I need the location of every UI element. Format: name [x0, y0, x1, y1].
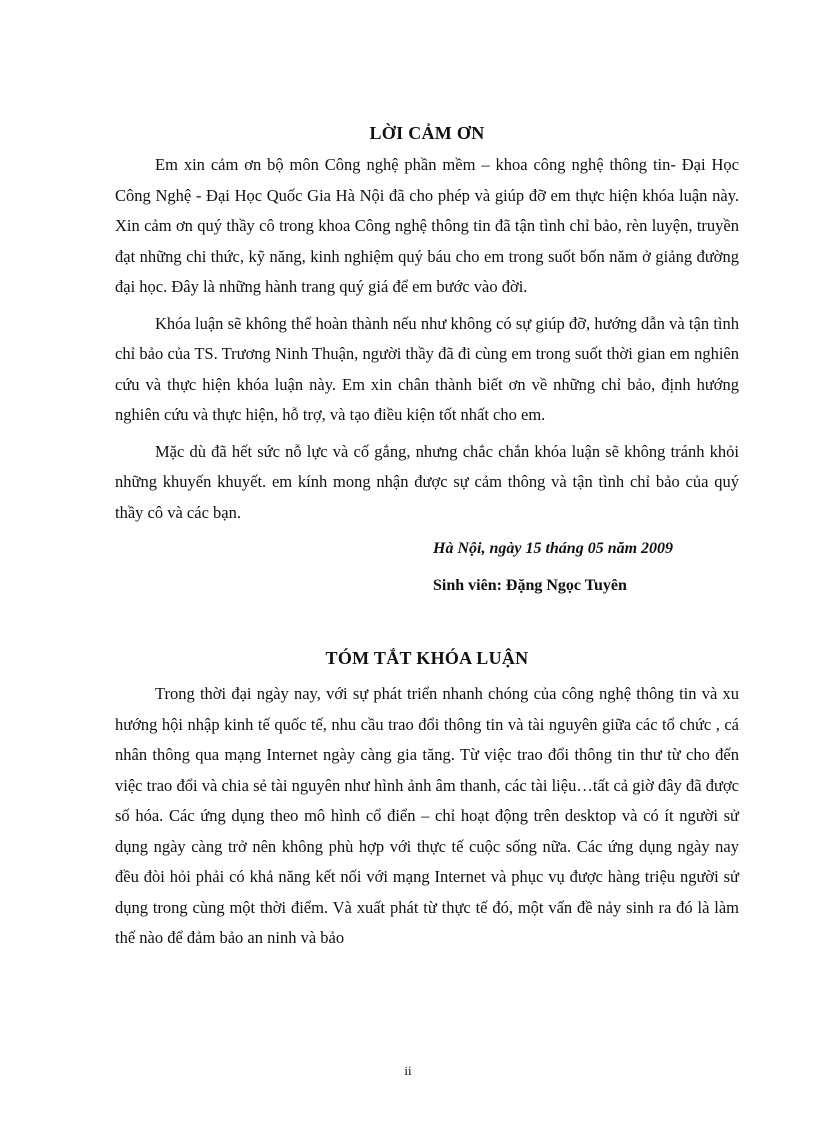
summary-section [115, 641, 739, 954]
acknowledgement-paragraph: Em xin cảm ơn bộ môn Công nghệ phần mềm – khoa công nghệ thông tin- Đại Học Công Nghệ - Đại Học Quốc Gia Hà Nội đã cho phép và giúp đỡ em thực hiện khóa luận này. Xin cảm ơn quý thầy cô trong khoa Công nghệ thông tin đã tận tình chỉ bảo, rèn luyện, truyền đạt những chi thức, kỹ năng, kinh nghiệm quý báu cho em trong suốt bốn năm ở giảng đường đại học. Đây là những hành trang quý giá để em bước vào đời. [115, 155, 739, 296]
place-date: Hà Nội, ngày 15 tháng 05 năm 2009 [433, 540, 674, 557]
acknowledgement-paragraph: Mặc dù đã hết sức nỗ lực và cố gắng, nhưng chắc chắn khóa luận sẽ không tránh khỏi những khuyến khuyết. em kính mong nhận được sự cảm thông và tận tình chỉ bảo của quý thầy cô và các bạn. [115, 441, 739, 522]
acknowledgement-paragraph: Khóa luận sẽ không thể hoàn thành nếu như không có sự giúp đỡ, hướng dẫn và tận tình chỉ bảo của TS. Trương Ninh Thuận, người thầy đã đi cùng em trong suốt thời gian em nghiên cứu và thực hiện khóa luận này. Em xin chân thành biết ơn về những chỉ bảo, định hướng nghiên cứu và thực hiện, hỗ trợ, và tạo điều kiện tốt nhất cho em. [115, 313, 739, 424]
student-name: Sinh viên: Đặng Ngọc Tuyên [433, 577, 627, 594]
summary-title: TÓM TẮT KHÓA LUẬN [325, 648, 529, 668]
page-number: ii [404, 1063, 412, 1078]
page-content [115, 116, 739, 954]
summary-paragraph: Trong thời đại ngày nay, với sự phát triển nhanh chóng của công nghệ thông tin và xu hướng hội nhập kinh tế quốc tế, nhu cầu trao đổi thông tin và tài nguyên giữa các tổ chức , cá nhân thông qua mạng Internet ngày càng gia tăng. Từ việc trao đổi thông tin thư từ cho đến việc trao đổi và chia sẻ tài nguyên như hình ảnh âm thanh, các tài liệu…tất cả giờ đây đã được số hóa. Các ứng dụng theo mô hình cổ điển – chỉ hoạt động trên desktop và có ít người sử dụng ngày càng trở nên không phù hợp với thực tế cuộc sống nữa. Các ứng dụng ngày nay đều đòi hỏi phải có khả năng kết nối với mạng Internet và phục vụ được hàng triệu người sử dụng trong cùng một thời điểm. Và xuất phát từ thực tế đó, một vấn đề nảy sinh ra đó là làm thế nào để đảm bảo an ninh và bảo [115, 684, 739, 947]
acknowledgement-title: LỜI CẢM ƠN [369, 123, 485, 143]
signature-block [433, 538, 739, 596]
acknowledgement-section [115, 116, 739, 596]
